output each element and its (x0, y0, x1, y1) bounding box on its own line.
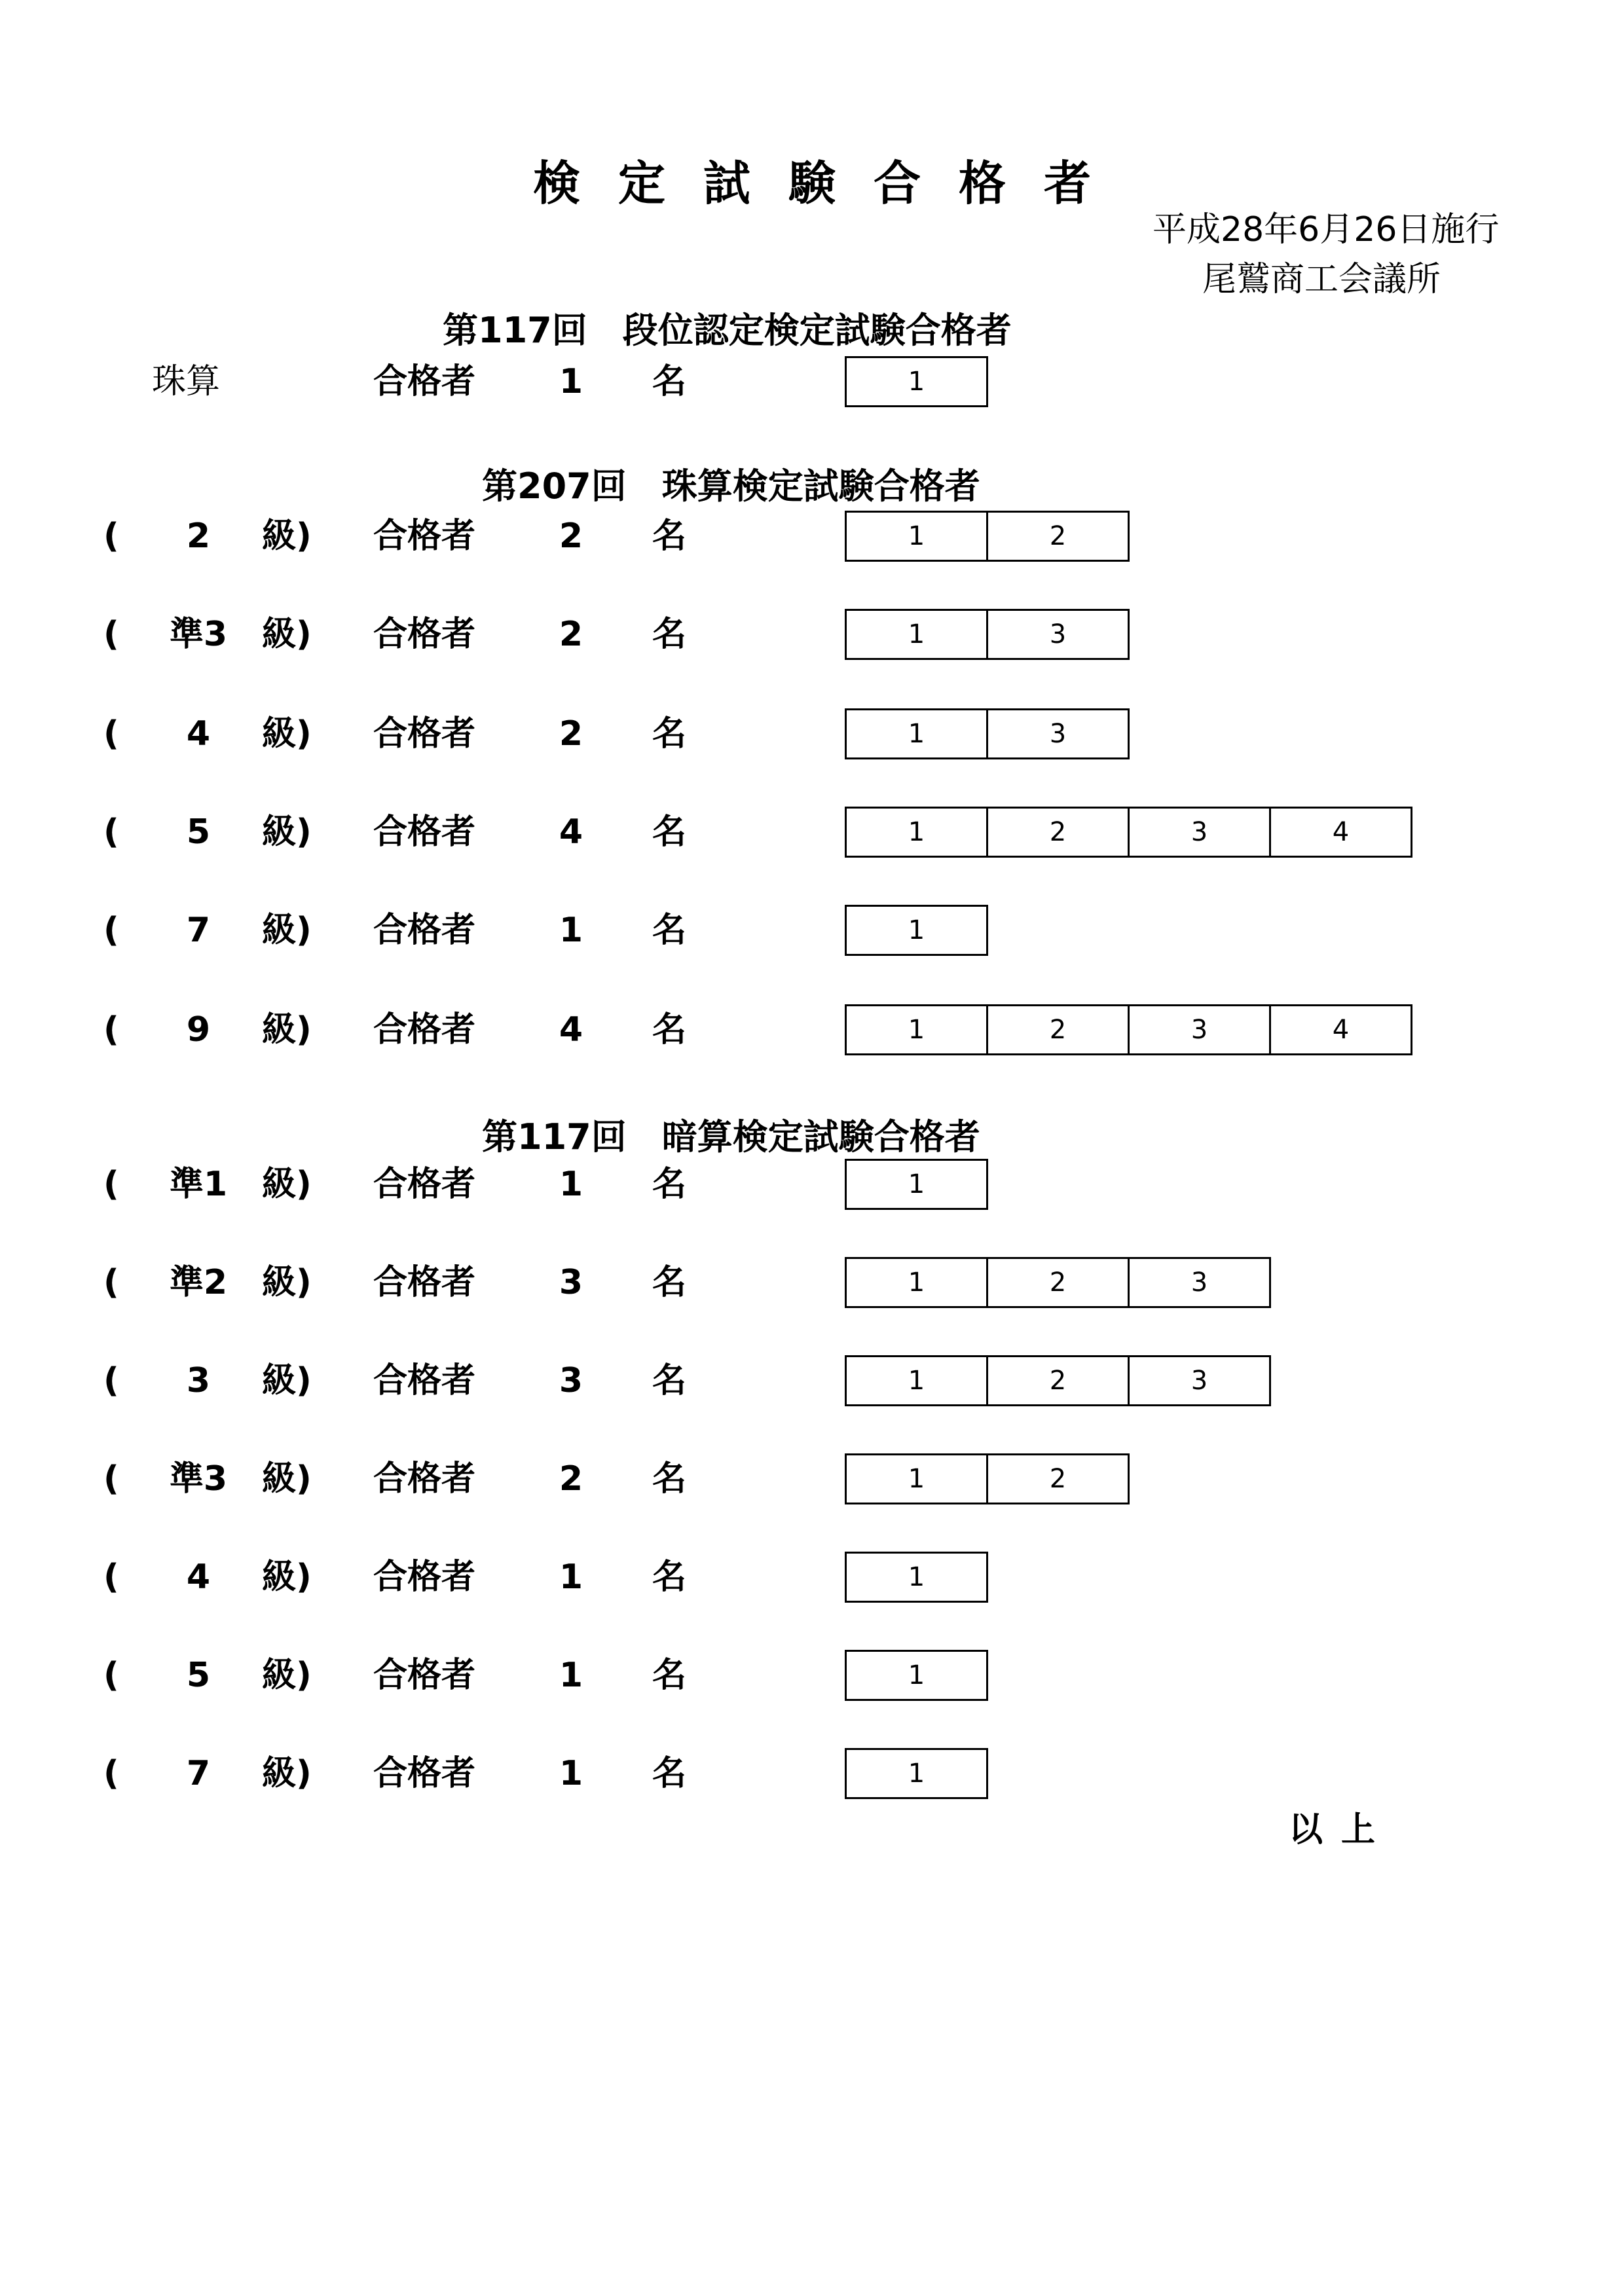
passer-number-boxes (845, 1552, 988, 1603)
grade-value: 4 (186, 1558, 211, 1597)
result-row (0, 356, 1624, 407)
passer-number-box: 2 (986, 1259, 1128, 1306)
result-row (0, 1257, 1624, 1308)
section-heading-anzan: 第117回 暗算検定試験合格者 (482, 1116, 980, 1157)
passer-label: 合格者 (373, 1558, 476, 1597)
result-row (0, 1453, 1624, 1504)
passer-label: 合格者 (373, 1010, 476, 1049)
open-paren: ( (103, 714, 119, 754)
passer-number-boxes (845, 1257, 1271, 1308)
passer-number-boxes (845, 1748, 988, 1799)
grade-suffix: 級) (262, 615, 312, 654)
grade-suffix: 級) (262, 1010, 312, 1049)
passer-number-box: 1 (908, 719, 925, 749)
exam-date: 平成28年6月26日施行 (1153, 210, 1500, 249)
passer-count: 3 (559, 1263, 583, 1302)
grade-value: 準3 (169, 1459, 228, 1499)
passer-label: 合格者 (373, 714, 476, 754)
subject-label: 珠算 (152, 362, 221, 401)
passer-label: 合格者 (373, 1459, 476, 1499)
passer-number-box: 4 (1269, 1006, 1411, 1053)
passer-label: 合格者 (373, 1165, 476, 1204)
passer-number-box: 3 (1128, 1357, 1269, 1404)
passer-number-box: 1 (908, 367, 925, 397)
passer-number-boxes (845, 905, 988, 956)
passer-number-box: 1 (908, 619, 925, 649)
result-row (0, 609, 1624, 660)
passer-number-box: 1 (908, 1660, 925, 1690)
passer-number-box: 1 (908, 915, 925, 945)
passer-number-box: 3 (1128, 1006, 1269, 1053)
grade-suffix: 級) (262, 1459, 312, 1499)
passer-label: 合格者 (373, 1754, 476, 1793)
result-row (0, 905, 1624, 956)
grade-suffix: 級) (262, 1754, 312, 1793)
passer-number-boxes (845, 1453, 1130, 1504)
passer-number-box: 3 (1128, 809, 1269, 856)
grade-suffix: 級) (262, 1361, 312, 1400)
open-paren: ( (103, 1459, 119, 1499)
grade-suffix: 級) (262, 1263, 312, 1302)
passer-count: 1 (559, 1165, 583, 1204)
result-row (0, 1552, 1624, 1603)
grade-value: 7 (186, 911, 211, 950)
passer-number-box: 1 (908, 521, 925, 551)
grade-value: 2 (186, 517, 211, 556)
passer-number-boxes (845, 511, 1130, 562)
count-unit: 名 (652, 911, 687, 950)
passer-number-box: 1 (908, 1015, 925, 1045)
passer-number-box: 4 (1269, 809, 1411, 856)
passer-count: 4 (559, 1010, 583, 1049)
grade-suffix: 級) (262, 1165, 312, 1204)
open-paren: ( (103, 1165, 119, 1204)
passer-number-box: 2 (986, 1357, 1128, 1404)
page-title: 検定試験合格者 (532, 156, 1129, 211)
result-row (0, 511, 1624, 562)
count-unit: 名 (652, 714, 687, 754)
result-row (0, 807, 1624, 858)
result-row (0, 1159, 1624, 1210)
passer-label: 合格者 (373, 615, 476, 654)
section-heading-dan: 第117回 段位認定検定試験合格者 (443, 310, 1012, 351)
result-row (0, 708, 1624, 759)
grade-value: 5 (186, 812, 211, 852)
count-unit: 名 (652, 1459, 687, 1499)
closing-text: 以上 (1289, 1810, 1394, 1850)
passer-count: 2 (559, 1459, 583, 1499)
open-paren: ( (103, 1754, 119, 1793)
passer-count: 4 (559, 812, 583, 852)
passer-label: 合格者 (373, 1656, 476, 1695)
count-unit: 名 (652, 615, 687, 654)
grade-value: 7 (186, 1754, 211, 1793)
open-paren: ( (103, 1558, 119, 1597)
passer-label: 合格者 (373, 1361, 476, 1400)
passer-number-boxes (845, 356, 988, 407)
open-paren: ( (103, 1010, 119, 1049)
count-unit: 名 (652, 812, 687, 852)
passer-count: 1 (559, 911, 583, 950)
grade-value: 4 (186, 714, 211, 754)
passer-label: 合格者 (373, 911, 476, 950)
passer-number-box: 3 (986, 611, 1128, 658)
passer-number-box: 2 (986, 809, 1128, 856)
passer-number-box: 1 (908, 1758, 925, 1789)
open-paren: ( (103, 615, 119, 654)
count-unit: 名 (652, 1361, 687, 1400)
count-unit: 名 (652, 1165, 687, 1204)
grade-value: 準2 (169, 1263, 228, 1302)
passer-number-box: 3 (986, 710, 1128, 757)
grade-value: 準3 (169, 615, 228, 654)
grade-value: 3 (186, 1361, 211, 1400)
grade-suffix: 級) (262, 1558, 312, 1597)
passer-number-box: 1 (908, 817, 925, 847)
passer-number-box: 1 (908, 1562, 925, 1592)
count-unit: 名 (652, 1754, 687, 1793)
passer-count: 2 (559, 615, 583, 654)
grade-suffix: 級) (262, 1656, 312, 1695)
passer-number-boxes (845, 609, 1130, 660)
result-row (0, 1004, 1624, 1055)
organizer-name: 尾鷲商工会議所 (1202, 260, 1441, 299)
passer-number-box: 1 (908, 1169, 925, 1199)
grade-suffix: 級) (262, 517, 312, 556)
passer-label: 合格者 (373, 812, 476, 852)
passer-count: 2 (559, 714, 583, 754)
passer-number-boxes (845, 1355, 1271, 1406)
passer-number-box: 3 (1128, 1259, 1269, 1306)
result-row (0, 1355, 1624, 1406)
passer-count: 1 (559, 1558, 583, 1597)
grade-suffix: 級) (262, 812, 312, 852)
grade-suffix: 級) (262, 714, 312, 754)
section-heading-soroban: 第207回 珠算検定試験合格者 (482, 465, 980, 507)
passer-count: 1 (559, 1754, 583, 1793)
passer-count: 1 (559, 1656, 583, 1695)
open-paren: ( (103, 911, 119, 950)
passer-number-box: 1 (908, 1464, 925, 1494)
grade-suffix: 級) (262, 911, 312, 950)
grade-value: 準1 (169, 1165, 228, 1204)
passer-number-box: 1 (908, 1267, 925, 1298)
open-paren: ( (103, 1361, 119, 1400)
passer-label: 合格者 (373, 1263, 476, 1302)
passer-label: 合格者 (373, 362, 476, 401)
count-unit: 名 (652, 362, 687, 401)
passer-number-boxes (845, 1650, 988, 1701)
count-unit: 名 (652, 517, 687, 556)
passer-number-box: 2 (986, 1006, 1128, 1053)
passer-count: 2 (559, 517, 583, 556)
open-paren: ( (103, 1263, 119, 1302)
passer-number-box: 2 (986, 513, 1128, 560)
count-unit: 名 (652, 1010, 687, 1049)
count-unit: 名 (652, 1263, 687, 1302)
count-unit: 名 (652, 1656, 687, 1695)
passer-label: 合格者 (373, 517, 476, 556)
passer-number-box: 1 (908, 1366, 925, 1396)
count-unit: 名 (652, 1558, 687, 1597)
open-paren: ( (103, 517, 119, 556)
open-paren: ( (103, 1656, 119, 1695)
passer-count: 3 (559, 1361, 583, 1400)
passer-number-boxes (845, 1004, 1412, 1055)
result-row (0, 1748, 1624, 1799)
result-row (0, 1650, 1624, 1701)
grade-value: 9 (186, 1010, 211, 1049)
passer-number-boxes (845, 807, 1412, 858)
passer-number-box: 2 (986, 1455, 1128, 1503)
passer-number-boxes (845, 708, 1130, 759)
grade-value: 5 (186, 1656, 211, 1695)
passer-count: 1 (559, 362, 583, 401)
open-paren: ( (103, 812, 119, 852)
passer-number-boxes (845, 1159, 988, 1210)
